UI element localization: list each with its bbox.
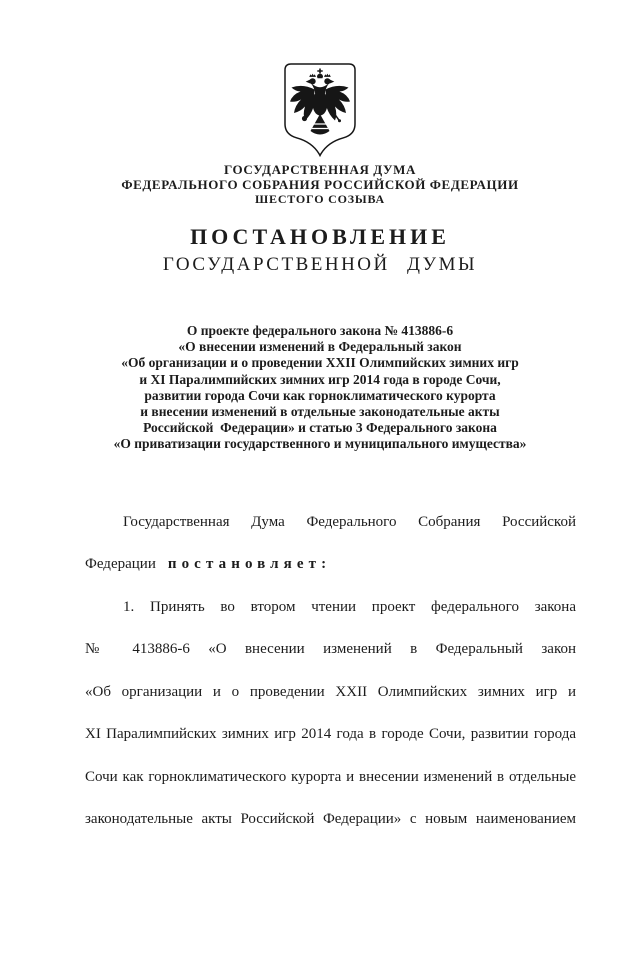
issuing-body-title: ГОСУДАРСТВЕННОЙ ДУМЫ [162,254,478,275]
subject-line: О проекте федерального закона № 413886-6 [186,323,454,338]
resolve-verb: постановляет: [167,556,332,573]
body-line: Сочи как горноклиматического курорта и внесении изменений в отдельные [85,768,576,785]
preamble-subject: Федерации [85,556,156,573]
document-page [0,62,640,967]
coat-of-arms-icon [282,62,358,158]
org-name-line1: ГОСУДАРСТВЕННАЯ ДУМА [223,162,417,177]
document-type-title: ПОСТАНОВЛЕНИЕ [190,224,450,249]
subject-line: «О внесении изменений в Федеральный закон [178,339,462,355]
body-line: «Об организации и о проведении XXII Олимпийских зимних игр и [85,683,576,700]
body-line [85,543,576,586]
document-subject [0,323,640,453]
body-line: XI Паралимпийских зимних игр 2014 года в городе Сочи, развитии города [85,726,576,743]
subject-line: и XI Паралимпийских зимних игр 2014 года в городе Сочи, [139,371,501,387]
subject-line: и внесении изменений в отдельные законодательные акты [140,404,500,420]
body-line: законодательные акты Российской Федерации» с новым наименованием [85,811,576,828]
subject-line: Российской Федерации» и статью 3 Федерального закона [143,420,497,436]
subject-line: развитии города Сочи как горноклиматического курорта [144,387,496,403]
body-line: 1. Принять во втором чтении проект федерального закона [123,598,576,615]
org-name-line2: ФЕДЕРАЛЬНОГО СОБРАНИЯ РОССИЙСКОЙ ФЕДЕРАЦИИ [121,177,519,192]
letterhead [0,162,640,207]
subject-line: «О приватизации государственного и муниципального имущества» [113,436,527,452]
body-line: № 413886-6 «О внесении изменений в Федеральный закон [85,641,576,658]
resolution-item-1 [85,586,576,841]
document-body [0,501,640,841]
document-title [0,224,640,277]
convocation-line: ШЕСТОГО СОЗЫВА [255,192,385,206]
subject-line: «Об организации и о проведении XXII Олимпийских зимних игр [121,355,519,371]
body-line: Государственная Дума Федерального Собрания Российской [123,513,576,530]
preamble-paragraph [85,501,576,586]
